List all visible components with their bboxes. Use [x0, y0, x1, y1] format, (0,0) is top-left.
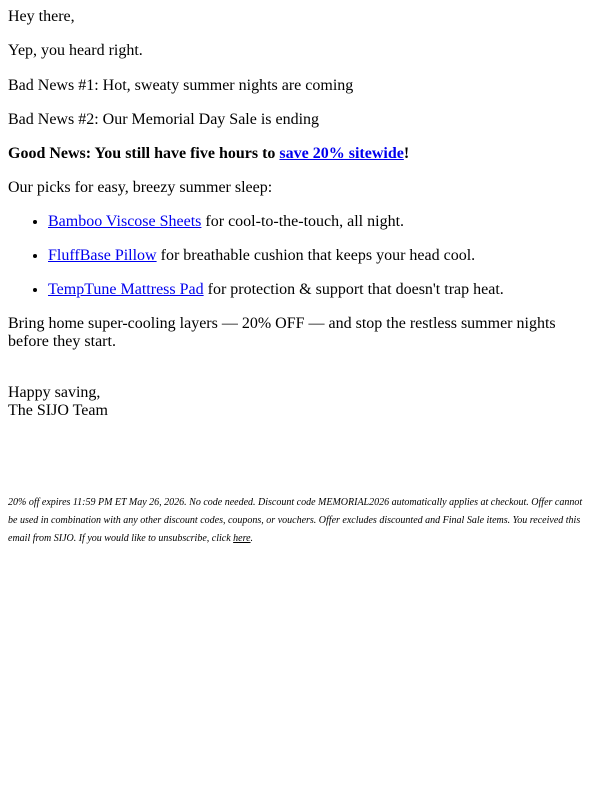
fluffbase-pillow-link[interactable]: FluffBase Pillow [48, 247, 157, 264]
list-item [48, 213, 592, 231]
signoff [8, 384, 592, 420]
bad-news-2: Bad News #2: Our Memorial Day Sale is ending [8, 111, 320, 128]
list-item [48, 247, 592, 265]
picks-intro: Our picks for easy, breezy summer sleep: [8, 179, 273, 196]
greeting: Hey there, [8, 8, 75, 25]
picks-list [8, 213, 592, 299]
good-news-suffix: ! [403, 145, 410, 162]
good-news-text [8, 145, 409, 162]
closing-pitch: Bring home super-cooling layers — 20% OFF — and stop the restless summer nights before they start. [8, 315, 556, 350]
good-news [8, 145, 592, 163]
pick-description: for cool-to-the-touch, all night. [201, 213, 405, 230]
disclaimer-end: . [250, 533, 254, 544]
pick-description: for breathable cushion that keeps your head cool. [156, 247, 476, 264]
bamboo-sheets-link[interactable]: Bamboo Viscose Sheets [48, 213, 202, 230]
email-body [0, 8, 600, 548]
pick-description: for protection & support that doesn't trap heat. [203, 281, 504, 298]
signoff-line-1: Happy saving, [8, 384, 101, 401]
list-item [48, 281, 592, 299]
good-news-prefix: Good News: You still have five hours to [8, 145, 280, 162]
save-sitewide-link[interactable]: save 20% sitewide [279, 145, 404, 162]
disclaimer-text: 20% off expires 11:59 PM ET May 26, 2026. No code needed. Discount code MEMORIAL2026 automatically applies at checkout. Offer cannot be used in combination with any other discount codes, coupons, or vouchers. Offer excludes discounted and Final Sale items. You received this email from SIJO. If you would like to unsubscribe, click [8, 497, 583, 544]
bad-news-1: Bad News #1: Hot, sweaty summer nights are coming [8, 77, 354, 94]
unsubscribe-link[interactable]: here [233, 533, 251, 544]
footer-disclaimer [8, 494, 592, 548]
signoff-line-2: The SIJO Team [8, 402, 108, 419]
heard-right-line: Yep, you heard right. [8, 42, 143, 59]
temptune-pad-link[interactable]: TempTune Mattress Pad [48, 281, 204, 298]
